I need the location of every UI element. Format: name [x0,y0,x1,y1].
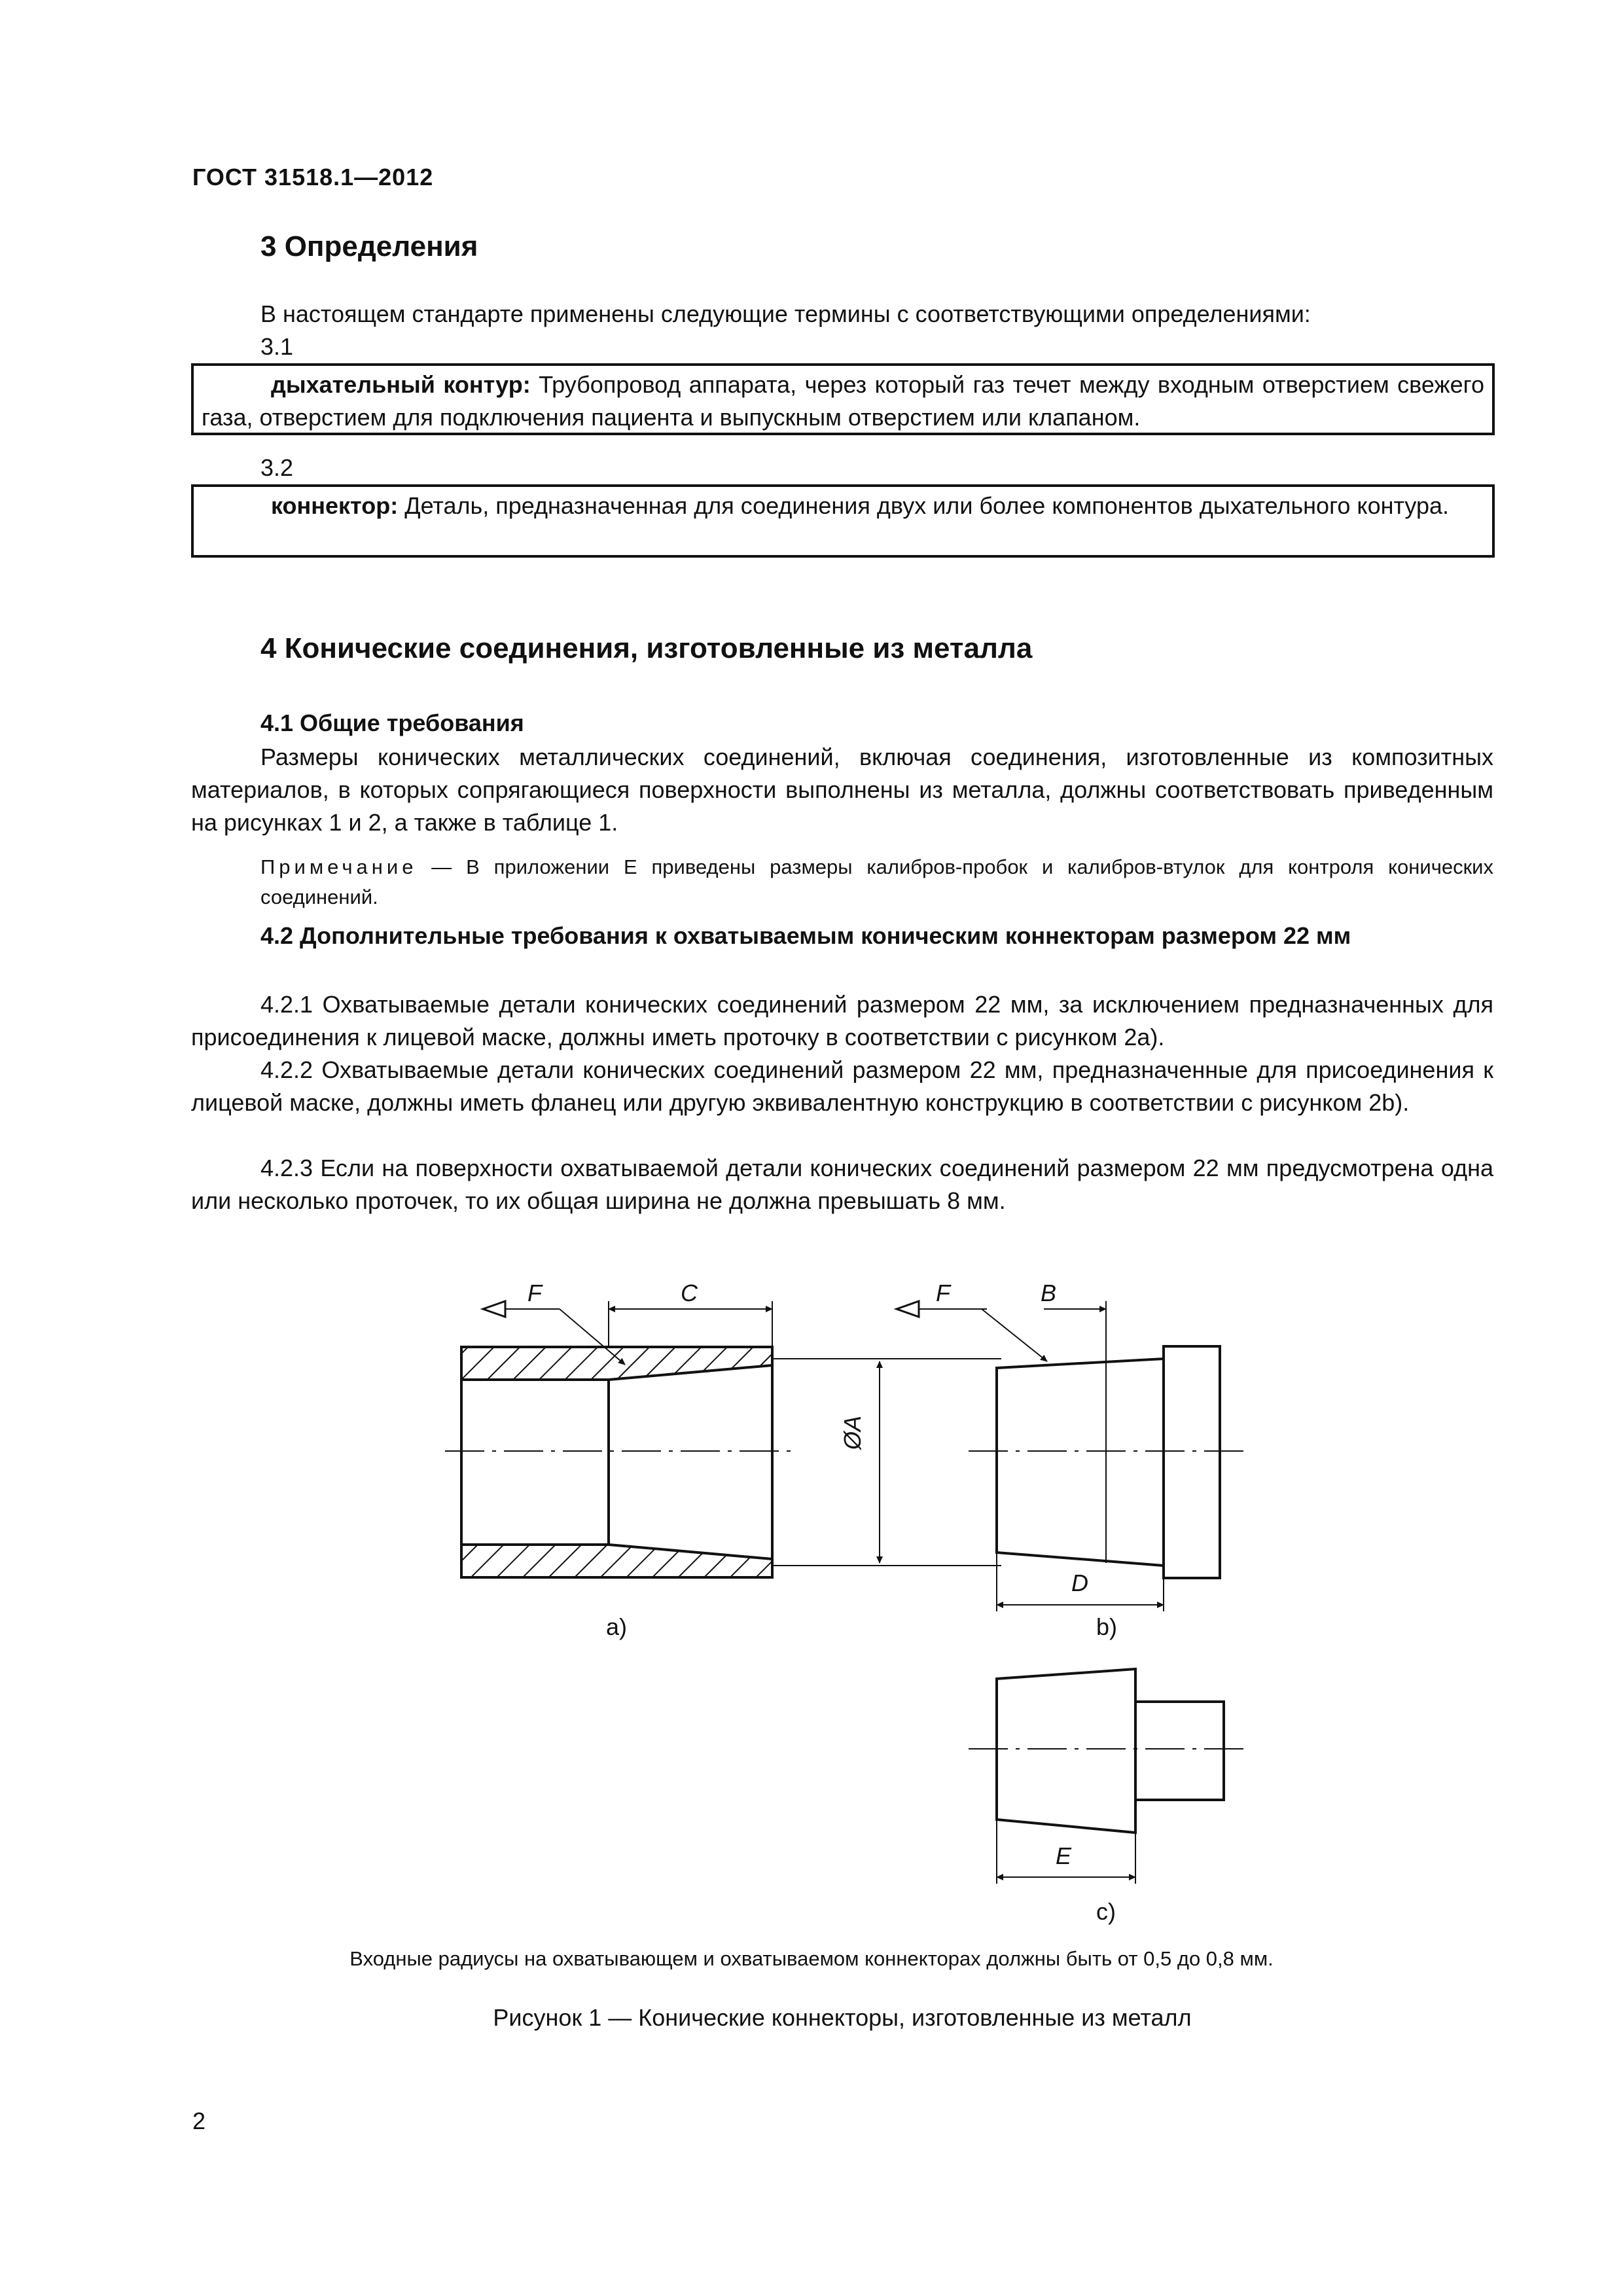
definition-3-1-term: дыхательный контур: [271,371,531,398]
view-b-flange [1164,1346,1220,1578]
view-b-f-flag-arrow [897,1301,919,1317]
view-b-f-pointer [982,1309,1047,1361]
subcaption-a: a) [606,1613,628,1640]
figure-caption: Рисунок 1 — Конические коннекторы, изготовленные из металл [493,2004,1192,2031]
definition-3-2-body: Деталь, предназначенная для соединения двух или более компонентов дыхательного контура. [398,492,1450,519]
label-f-a: F [527,1280,542,1306]
section-4-2-title: 4.2 Дополнительные требования к охватываемым коническим коннекторам размером 22 мм [260,922,1351,949]
definition-3-2-term: коннектор: [271,492,399,519]
document-header: ГОСТ 31518.1—2012 [192,164,434,190]
subcaption-b: b) [1096,1613,1118,1640]
view-c-cone [997,1669,1135,1833]
definition-3-1-number: 3.1 [260,333,294,360]
label-e: E [1056,1842,1072,1869]
section-4-1-text: Размеры конических металлических соединений, включая соединения, изготовленные из композитных материалов, в которых сопрягающиеся поверхности выполнены из металла, должны соответствовать приведенным на рисунках 1 и 2, а также в таблице 1. [191,744,1493,836]
view-a-female-connector [445,1301,792,1577]
section-4-1-title: 4.1 Общие требования [260,709,524,736]
label-f-b: F [936,1280,950,1306]
label-c: C [681,1280,698,1306]
definition-3-2-number: 3.2 [260,454,294,481]
view-a-f-flag-arrow [483,1301,505,1317]
paragraph-4-2-1: 4.2.1 Охватываемые детали конических соединений размером 22 мм, за исключением предназначенных для присоединения к лицевой маске, должны иметь проточку в соответствии с рисунком 2а). [191,991,1493,1050]
view-b-male-connector [897,1301,1243,1611]
paragraph-4-2-2: 4.2.2 Охватываемые детали конических соединений размером 22 мм, предназначенные для присоединения к лицевой маске, должны иметь фланец или другую эквивалентную конструкцию в соответствии с рисунком 2b). [191,1056,1493,1116]
note-text: — В приложении Е приведены размеры калибров-пробок и калибров-втулок для контроля конических соединений. [260,855,1493,908]
label-d: D [1071,1570,1088,1596]
section-4-title: 4 Конические соединения, изготовленные из металла [260,632,1033,664]
view-b-cone [997,1359,1164,1566]
label-b: B [1041,1280,1057,1306]
dimension-a [772,1359,1001,1566]
note-label: Примечание [260,855,418,878]
paragraph-4-2-3: 4.2.3 Если на поверхности охватываемой детали конических соединений размером 22 мм предусмотрена одна или несколько проточек, то их общая ширина не должна превышать 8 мм. [191,1155,1493,1214]
view-c-male-connector [969,1669,1243,1884]
view-a-upper-wall-hatched [461,1347,772,1380]
label-diameter-a: ØA [839,1415,866,1450]
view-a-lower-wall-hatched [461,1545,772,1577]
definition-3-1-body: Трубопровод аппарата, через который газ течет между входным отверстием свежего газа, отверстием для подключения пациента и выпускным отверстием или клапаном. [202,371,1484,431]
section-3-title: 3 Определения [260,230,478,262]
page-number: 2 [192,2108,206,2134]
figure-note: Входные радиусы на охватывающем и охватываемом коннекторах должны быть от 0,5 до 0,8 мм. [349,1947,1274,1970]
view-c-tube [1135,1702,1224,1800]
subcaption-c: c) [1096,1898,1116,1925]
section-3-intro: В настоящем стандарте применены следующие термины с соответствующими определениями: [260,300,1311,327]
